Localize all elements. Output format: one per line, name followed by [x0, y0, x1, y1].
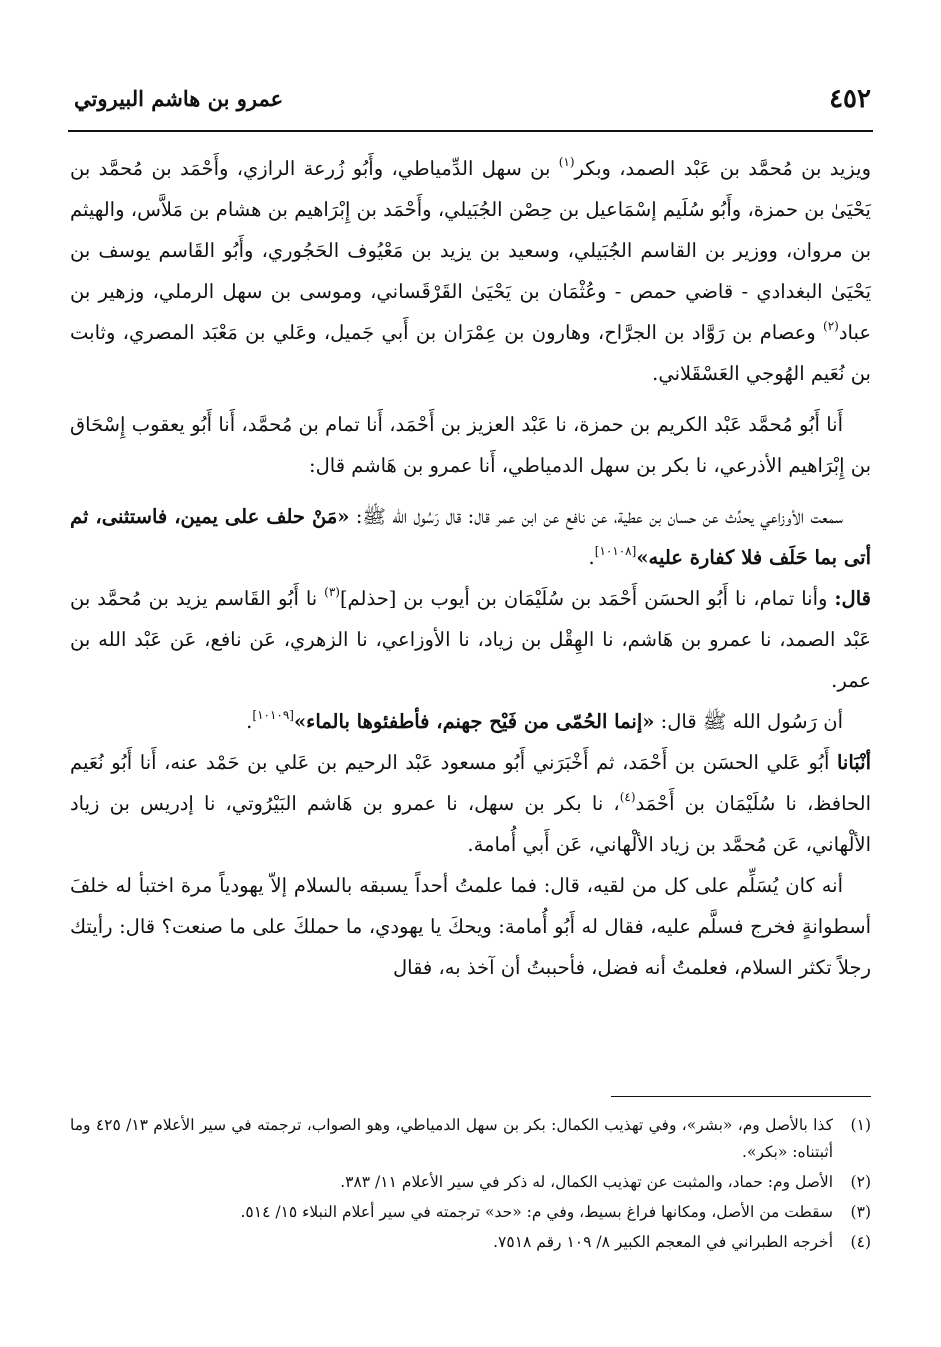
footnote-1	[70, 1112, 871, 1166]
footnote-text: أخرجه الطبراني في المعجم الكبير ٨/ ١٠٩ رقم ٧٥١٨.	[493, 1233, 833, 1251]
footnote-text: كذا بالأصل وم، «بشر»، وفي تهذيب الكمال: بكر بن سهل الدمياطي، وهو الصواب، ترجمته في سير الأعلام ١٣/ ٤٢٥ وما أثبتناه: «بكر».	[70, 1116, 833, 1161]
lead-word: قال:	[834, 587, 871, 610]
footnote-marker-2[interactable]: (٢)	[823, 319, 839, 333]
hadith-reference: [١٠١٠٨]	[594, 544, 637, 558]
text-run: نا أَبُو القَاسم يزيد بن مُحمَّد بن عَبْد الصمد، نا عمرو بن هَاشم، نا الهِقْل بن زياد، نا الأوزاعي، نا الزهري، عَن نافع، عَن عَبْد الله بن عمر.	[70, 587, 871, 692]
text-run: أن رَسُول الله ﷺ قال:	[654, 710, 843, 733]
main-text	[70, 148, 871, 988]
page-number: ٤٥٢	[829, 84, 871, 114]
footnote-number: (٤)	[850, 1233, 871, 1251]
text-run: سمعت الأوزاعي يحدِّث عن حسان بن عطية، عن نافع عن ابن عمر قال: قال رَسُول الله ﷺ:	[349, 505, 843, 528]
text-run: ، نا بكر بن سهل، نا عمرو بن هَاشم البَيْرُوتي، نا إدريس بن زياد الألْهاني، عَن مُحمَّد بن زياد الألْهاني، عَن أَبي أُمامة.	[70, 792, 871, 856]
text-run: ويزيد بن مُحمَّد بن عَبْد الصمد، وبكر	[574, 157, 871, 180]
paragraph-isnad-3	[70, 742, 871, 865]
footnote-2	[70, 1169, 871, 1196]
footnote-rule	[611, 1096, 871, 1097]
footnote-text: سقطت من الأصل، ومكانها فراغ بسيط، وفي م: «حد» ترجمته في سير أعلام النبلاء ١٥/ ٥١٤.	[240, 1203, 833, 1221]
footnote-number: (١)	[850, 1116, 871, 1134]
footnote-marker-1[interactable]: (١)	[558, 155, 575, 169]
footnote-4	[70, 1229, 871, 1256]
paragraph-hadith-2	[70, 701, 871, 742]
text-run: أَبُو عَلي الحسَن بن أَحْمَد، ثم أَخْبَرَني أَبُو مسعود عَبْد الرحيم بن عَلي بن حَمْد عنه، أَنا أَبُو نُعَيم الحافظ، نا سُلَيْمَان بن أَحْمَد	[70, 751, 871, 815]
paragraph-hadith-1	[70, 496, 871, 578]
footnote-3	[70, 1199, 871, 1226]
hadith-text: «إنما الحُمّى من فَيْح جهنم، فأطفئوها بالماء»	[293, 710, 655, 733]
footnotes	[70, 1112, 871, 1259]
footnote-text: الأصل وم: حماد، والمثبت عن تهذيب الكمال، له ذكر في سير الأعلام ١١/ ٣٨٣.	[340, 1173, 833, 1191]
text-run: بن سهل الدِّمياطي، وأَبُو زُرعة الرازي، وأَحْمَد بن مُحمَّد بن يَحْيَىٰ بن حمزة، وأَبُو سُلَيم إسْمَاعيل بن حِصْن الجُبَيلي، وأَحْمَد بن إِبْرَاهيم بن هشام بن مَلاَّس، والهيثم بن مروان، ووزير بن القاسم الجُبَيلي، وسعيد بن يزيد بن مَعْيُوف الحَجُوري، وأَبُو القَاسم يوسف بن يَحْيَىٰ البغدادي - قاضي حمص - وعُثْمَان بن يَحْيَىٰ القَرْقَساني، وموسى بن سهل الرملي، وزهير بن عباد	[70, 157, 871, 344]
paragraph-isnad-1: أَنا أَبُو مُحمَّد عَبْد الكريم بن حمزة، نا عَبْد العزيز بن أَحْمَد، أَنا تمام بن مُحمَّد، أَنا أَبُو يعقوب إِسْحَاق بن إِبْرَاهيم الأذرعي، نا بكر بن سهل الدمياطي، أَنا عمرو بن هَاشم قال:	[70, 413, 871, 477]
text-run: وعصام بن رَوَّاد بن الجرَّاح، وهارون بن عِمْرَان بن أَبي جَميل، وعَلي بن مَعْبَد المصري، وثابت بن نُعَيم الهُوجي العَسْقَلاني.	[70, 321, 871, 385]
footnote-number: (٣)	[850, 1203, 871, 1221]
header-rule	[68, 130, 873, 132]
hadith-text: «مَنْ حلف على يمين، فاستثنى، ثم أتى بما حَلَف فلا كفارة عليه»	[70, 505, 871, 569]
footnote-marker-4[interactable]: (٤)	[619, 790, 636, 804]
paragraph-narrators	[70, 148, 871, 394]
footnote-marker-3[interactable]: (٣)	[324, 585, 340, 599]
hadith-reference: [١٠١٠٩]	[252, 708, 294, 722]
footnote-number: (٢)	[850, 1173, 871, 1191]
page-header	[70, 82, 871, 126]
paragraph-narrative: أنه كان يُسَلِّم على كل من لقيه، قال: فما علمتُ أحداً يسبقه بالسلام إلاّ يهودياً مرة اختبأ له خلفَ أسطوانةٍ فخرج فسلَّم عليه، فقال له أَبُو أُمامة: ويحكَ يا يهودي، ما حملكَ على ما صنعت؟ قال: رأيتك رجلاً تكثر السلام، فعلمتُ أنه فضل، فأحببتُ أن آخذ به، فقال	[70, 874, 871, 979]
text-run: .	[246, 710, 253, 733]
text-run: .	[588, 546, 595, 569]
running-title: عمرو بن هاشم البيروتي	[74, 86, 284, 111]
lead-word: أنْبَانا	[836, 751, 871, 774]
paragraph-isnad-2	[70, 578, 871, 701]
text-run: وأنا تمام، نا أَبُو الحسَن أَحْمَد بن سُلَيْمَان بن أيوب بن [حذلم]	[339, 587, 835, 610]
